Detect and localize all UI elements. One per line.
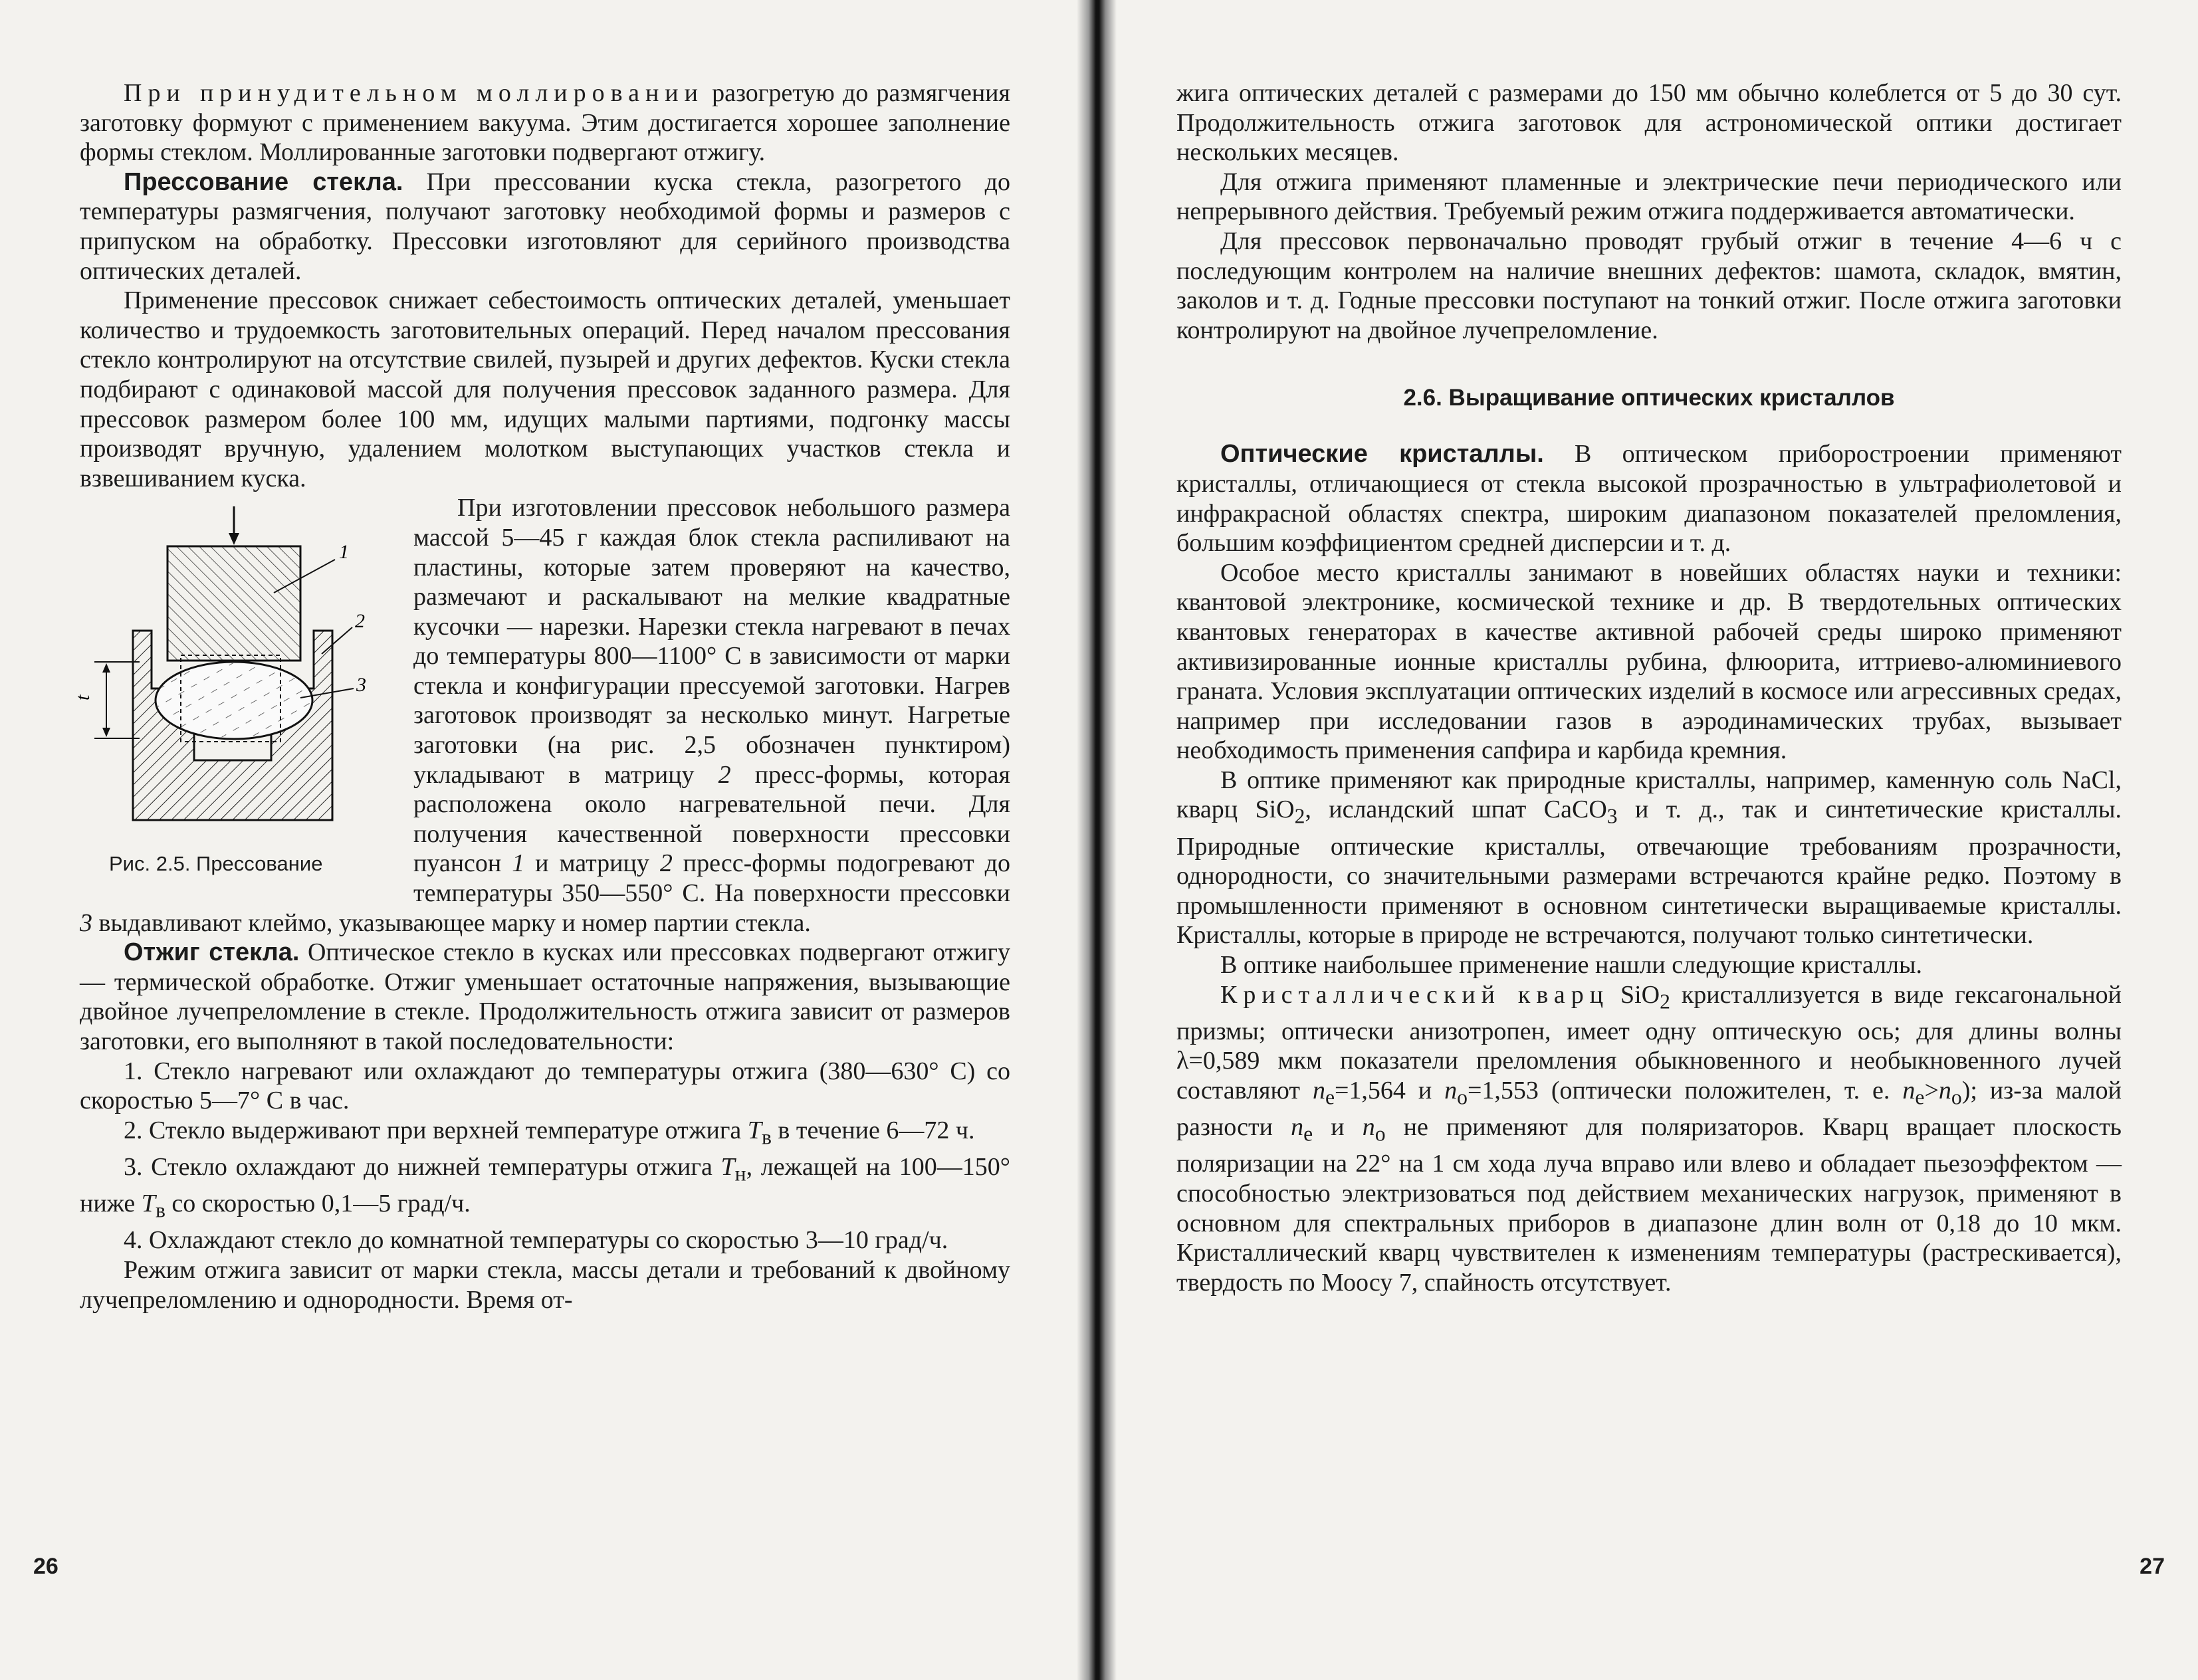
paragraph-quartz: Кристаллический кварц SiO$_2$ кристаллизуется в виде гексагональной призмы; оптически анизотропен, имеет одну оптическую ось; для длины волны λ=0,589 мкм показатели преломления обыкновенного и необыкновенного лучей составляют $n_e=1,564$ и $n_o=1,553$ (оптически положителен, т. е. $n_e>n_o$); из-за малой разности $n_e$ и $n_o$ не применяют для поляризаторов. Кварц вращает плоскость поляризации на 22° на 1 см хода луча вправо или влево и обладает пьезоэффектом — способностью электризоваться под действием механических нагрузок, применяют в основном для спектральных приборов в диапазоне длин волн от 0,18 до 10 мкм. Кристаллический кварц чувствителен к изменениям температуры (растрескивается), твердость по Моосу 7, спайность отсутствует. — [1176, 980, 2122, 1297]
heading-optical-crystals: Оптические кристаллы. — [1220, 440, 1544, 469]
paragraph-small-pressings: При изготовлении прессовок небольшого размера массой 5—45 г каждая блок стекла распиливают на пластины, которые затем проверяют на качество, размечают и раскалывают на мелкие квадратные кусочки — нарезки. Нарезки стекла нагревают в печах до температуры 800—1100° С в зависимости от марки стекла и конфигурации прессуемой заготовки. Нагрев заготовок производят за несколько минут. Нагретые заготовки (на рис. 2,5 обозначен пунктиром) укладывают в матрицу 2 пресс-формы, которая расположена около нагревательной печи. Для получения качественной поверхности прессовки пуансон 1 и матрицу 2 пресс-формы подогревают до температуры 350—550° С. На поверхности прессовки 3 выдавливают клеймо, указывающее марку и номер партии стекла. — [80, 494, 1010, 937]
left-page — [0, 0, 1080, 1680]
term-forced-molding: При принудительном моллировании — [124, 79, 704, 107]
paragraph-pressing: Прессование стекла. При прессовании куска стекла, разогретого до температуры размягчения, получают заготовку необходимой формы и размеров с припуском на обработку. Прессовки изготовляют для серийного производства оптических деталей. — [80, 167, 1010, 285]
annealing-step-4: 4. Охлаждают стекло до комнатной температуры со скоростью 3—10 град/ч. — [124, 1226, 948, 1255]
section-heading-2-6: 2.6. Выращивание оптических кристаллов — [1403, 385, 1895, 411]
label-3: 3 — [356, 674, 366, 696]
paragraph-pressing-benefits: Применение прессовок снижает себестоимость оптических деталей, уменьшает количество и трудоемкость заготовительных операций. Перед началом прессования стекло контролируют на отсутствие свилей, пузырей и других дефектов. Куски стекла подбирают с одинаковой массой для получения прессовок заданного размера. Для прессовок размером более 100 мм, идущих малыми партиями, подгонку массы производят вручную, удалением молотком выступающих участков стекла и взвешиванием куска. — [80, 286, 1010, 492]
annealing-step-2: 2. Стекло выдерживают при верхней температуре отжига $T_в$ в течение 6—72 ч. — [124, 1116, 975, 1149]
annealing-step-1: 1. Стекло нагревают или охлаждают до температуры отжига (380—630° С) со скоростью 5—7° С в час. — [80, 1057, 1010, 1115]
page-number-left: 26 — [33, 1554, 58, 1579]
book-gutter — [1077, 0, 1117, 1680]
figure-2-5-pressing — [74, 501, 393, 880]
paragraph-most-used: В оптике наибольшее применение нашли следующие кристаллы. — [1220, 951, 1923, 980]
label-2: 2 — [355, 610, 365, 633]
paragraph-crystals-applications: Особое место кристаллы занимают в новейших областях науки и техники: квантовой электронике, космической технике и др. В твердотельных оптических квантовых генераторах в качестве активной рабочей среды широко применяют активизированные ионные кристаллы рубина, флюорита, иттриево-алюминиевого граната. Условия эксплуатации оптических изделий в космосе или агрессивных средах, например при исследовании газов в аэродинамических трубах, вызывает необходимость применения сапфира и карбида кремния. — [1176, 558, 2122, 765]
term-crystalline-quartz: Кристаллический кварц — [1220, 980, 1610, 1009]
heading-pressing: Прессование стекла. — [124, 167, 403, 196]
paragraph-furnaces: Для отжига применяют пламенные и электрические печи периодического или непрерывного действия. Требуемый режим отжига поддерживается автоматически. — [1176, 167, 2122, 226]
label-1: 1 — [339, 541, 349, 564]
label-t: t — [72, 694, 94, 701]
figure-caption: Рис. 2.5. Прессование — [109, 852, 323, 876]
paragraph-natural-synthetic: В оптике применяют как природные кристаллы, например, каменную соль NaCl, кварц SiO$_2$, исландский шпат CaCO$_3$ и т. д., так и синтетические кристаллы. Природные оптические кристаллы, отвечающие требованиям прозрачности, однородности, со значительными размерами встречаются крайне редко. Поэтому в промышленности применяют в основном синтетически выращиваемые кристаллы. Кристаллы, которые в природе не встречаются, получают только синтетически. — [1176, 766, 2122, 950]
paragraph-optical-crystals: Оптические кристаллы. В оптическом приборостроении применяют кристаллы, отличающиеся от стекла высокой прозрачностью в ультрафиолетовой и инфракрасной областях спектра, широким диапазоном показателей преломления, большим коэффициентом средней дисперсии и т. д. — [1176, 440, 2122, 558]
paragraph-molding: При принудительном моллировании разогретую до размягчения заготовку формуют с применением вакуума. Этим достигается хорошее заполнение формы стеклом. Моллированные заготовки подвергают отжигу. — [80, 79, 1010, 167]
paragraph-rough-annealing: Для прессовок первоначально проводят грубый отжиг в течение 4—6 ч с последующим контролем на наличие внешних дефектов: шамота, складок, вмятин, заколов и т. д. Годные прессовки поступают на тонкий отжиг. После отжига заготовки контролируют на двойное лучепреломление. — [1176, 227, 2122, 344]
pressing-diagram — [74, 501, 393, 847]
page-number-right: 27 — [2140, 1554, 2165, 1579]
paragraph-annealing-mode: Режим отжига зависит от марки стекла, массы детали и требований к двойному лучепреломлению и однородности. Время от- — [80, 1255, 1010, 1314]
punch-part — [167, 546, 300, 661]
annealing-step-3: 3. Стекло охлаждают до нижней температуры отжига $T_н$, лежащей на 100—150° ниже $T_в$ со скоростью 0,1—5 град/ч. — [80, 1152, 1010, 1222]
heading-annealing: Отжиг стекла. — [124, 938, 300, 967]
paragraph-annealing: Отжиг стекла. Оптическое стекло в кусках или прессовках подвергают отжигу — термической обработке. Отжиг уменьшает остаточные напряжения, вызывающие двойное лучепреломление в стекле. Продолжительность отжига зависит от размеров заготовки, его выполняют в такой последовательности: — [80, 938, 1011, 1055]
right-page — [1117, 0, 2198, 1680]
paragraph-annealing-duration: жига оптических деталей с размерами до 150 мм обычно колеблется от 5 до 30 сут. Продолжительность отжига заготовок для астрономической оптики достигает нескольких месяцев. — [1176, 79, 2122, 167]
